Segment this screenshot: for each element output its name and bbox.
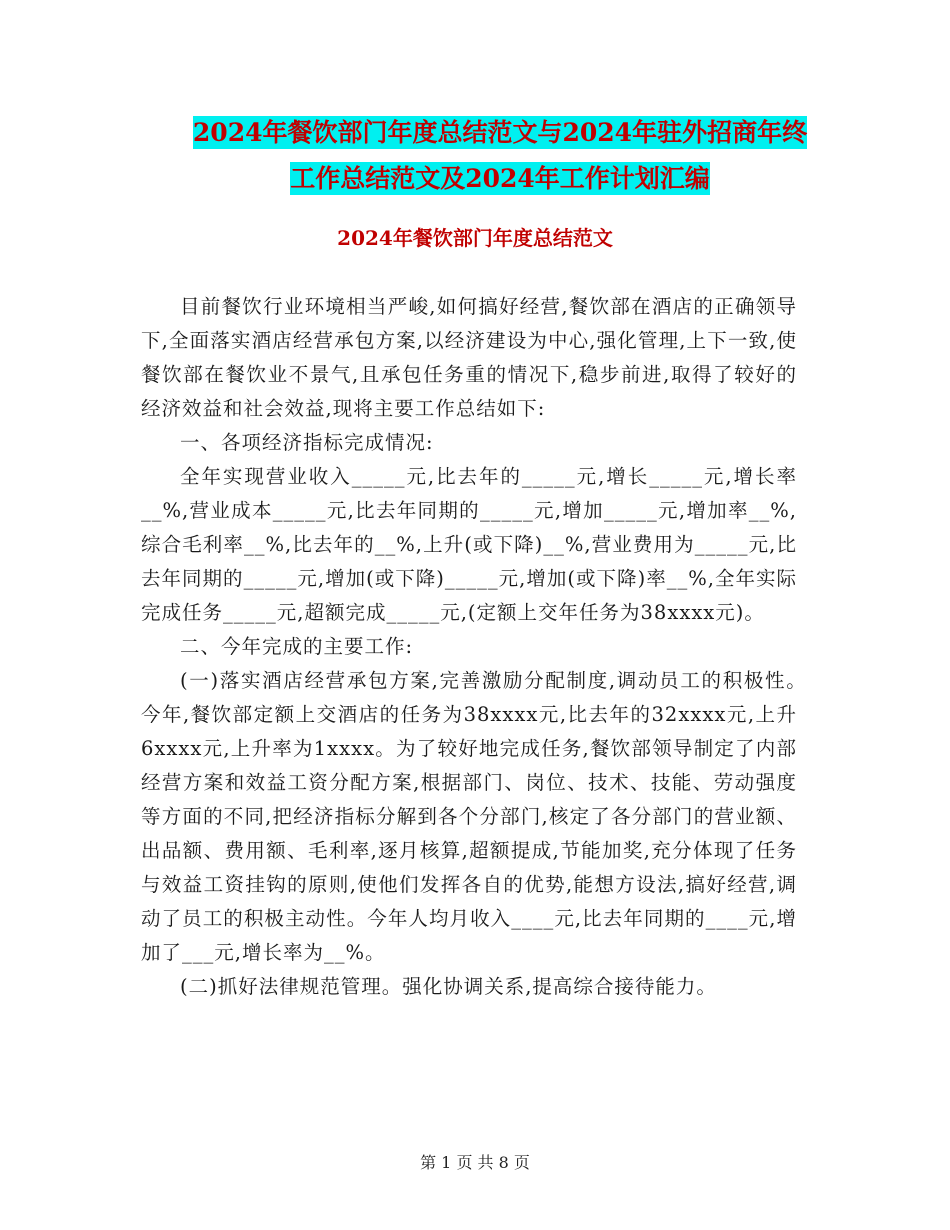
heading-economic-indicators: 一、各项经济指标完成情况: xyxy=(180,431,434,454)
document-title-line-2: 工作总结范文及2024年工作计划汇编 xyxy=(290,164,710,193)
document-title-line-1: 2024年餐饮部门年度总结范文与2024年驻外招商年终 xyxy=(192,118,808,147)
work-item-1-paragraph: (一)落实酒店经营承包方案,完善激励分配制度,调动员工的积极性。 今年,餐饮部定额上交酒店的任务为38xxxx元,比去年的32xxxx元,上升6xxxx元,上升率为1xxxx。为了较好地完成任务,餐饮部领导制定了内部经营方案和效益工资分配方案,根据部门、岗位、技术、技能、劳动强度等方面的不同,把经济指标分解到各个分部门,核定了各分部门的营业额、出品额、费用额、毛利率,逐月核算,超额提成,节能加奖,充分体现了任务与效益工资挂钩的原则,使他们发挥各自的优势,能想方设法,搞好经营,调动了员工的积极主动性。今年人均月收入____元,比去年同期的____元,增加了___元,增长率为__%。 xyxy=(141,669,839,964)
section-heading: 2024年餐饮部门年度总结范文 xyxy=(337,226,613,250)
work-item-2-paragraph: (二)抓好法律规范管理。强化协调关系,提高综合接待能力。 xyxy=(180,975,717,998)
heading-main-work: 二、今年完成的主要工作: xyxy=(180,635,414,658)
document-body xyxy=(141,290,839,1004)
intro-paragraph: 目前餐饮行业环境相当严峻,如何搞好经营,餐饮部在酒店的正确领导下,全面落实酒店经营承包方案,以经济建设为中心,强化管理,上下一致,使餐饮部在餐饮业不景气,且承包任务重的情况下,稳步前进,取得了较好的经济效益和社会效益,现将主要工作总结如下: xyxy=(141,295,797,420)
economic-indicators-paragraph: 全年实现营业收入_____元,比去年的_____元,增长_____元,增长率__%,营业成本_____元,比去年同期的_____元,增加_____元,增加率__%,综合毛利率__%,比去年的__%,上升(或下降)__%,营业费用为_____元,比去年同期的_____元,增加(或下降)_____元,增加(或下降)率__%,全年实际完成任务_____元,超额完成_____元,(定额上交年任务为38xxxx元)。 xyxy=(141,465,797,624)
page-number-footer: 第 1 页 共 8 页 xyxy=(420,1153,530,1172)
document-title xyxy=(140,110,860,202)
